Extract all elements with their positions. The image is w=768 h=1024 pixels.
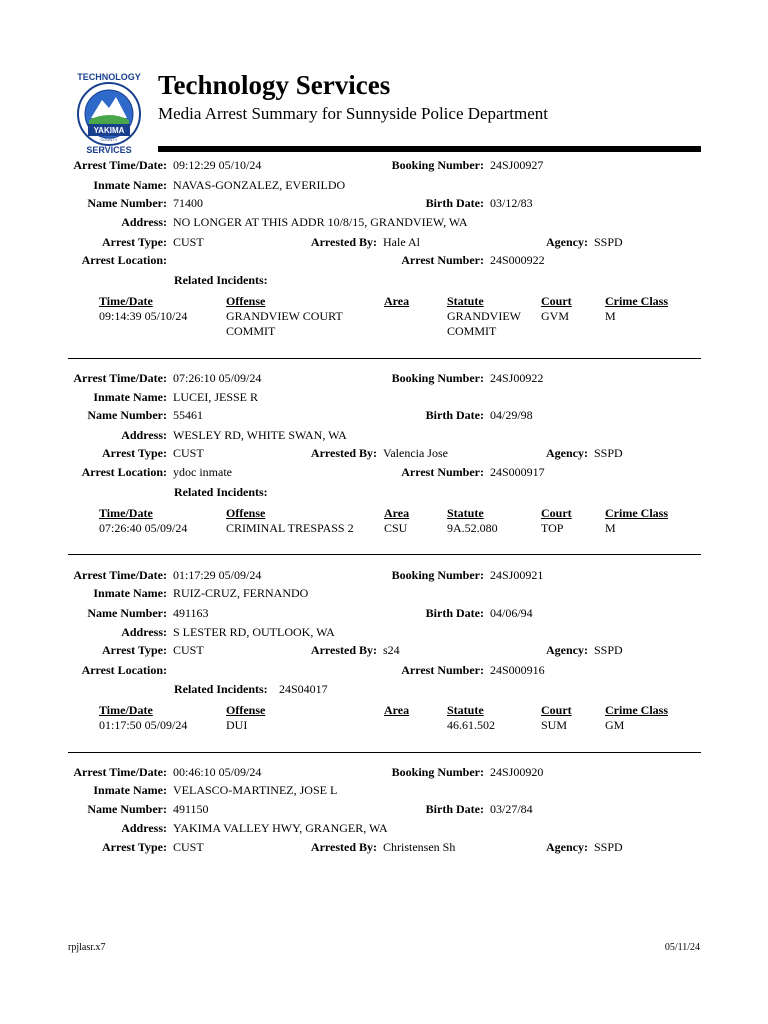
- value-address: NO LONGER AT THIS ADDR 10/8/15, GRANDVIEW, WA: [173, 215, 468, 229]
- report-id: rpjlasr.x7: [68, 942, 106, 953]
- label-arrested-by: Arrested By:: [310, 840, 377, 854]
- col-header-statute: Statute: [447, 506, 484, 520]
- label-name-number: Name Number:: [87, 802, 167, 816]
- label-arrest-type: Arrest Type:: [102, 446, 167, 460]
- col-header-area: Area: [384, 703, 410, 717]
- label-arrest-number: Arrest Number:: [401, 253, 484, 267]
- label-arrest-time-date: Arrest Time/Date:: [73, 765, 167, 779]
- value-arrest-number: 24S000917: [490, 465, 545, 479]
- label-birth-date: Birth Date:: [425, 408, 484, 422]
- value-booking-number: 24SJ00922: [490, 371, 544, 385]
- col-header-court: Court: [541, 703, 572, 717]
- col-header-court: Court: [541, 294, 572, 308]
- value-booking-number: 24SJ00920: [490, 765, 544, 779]
- value-address: WESLEY RD, WHITE SWAN, WA: [173, 428, 347, 442]
- col-header-time-date: Time/Date: [99, 506, 153, 520]
- label-name-number: Name Number:: [87, 196, 167, 210]
- value-arrest-type: CUST: [173, 643, 204, 657]
- label-inmate-name: Inmate Name:: [93, 586, 167, 600]
- value-name-number: 71400: [173, 196, 203, 210]
- value-birth-date: 04/06/94: [490, 606, 533, 620]
- value-address: YAKIMA VALLEY HWY, GRANGER, WA: [173, 821, 388, 835]
- label-address: Address:: [121, 821, 167, 835]
- label-booking-number: Booking Number:: [391, 158, 484, 172]
- record-divider: [68, 554, 701, 555]
- charge-time-date: 07:26:40 05/09/24: [99, 521, 188, 535]
- label-agency: Agency:: [546, 840, 588, 854]
- value-agency: SSPD: [594, 446, 623, 460]
- label-birth-date: Birth Date:: [425, 196, 484, 210]
- logo-bottom-text: SERVICES: [86, 145, 132, 154]
- value-name-number: 491150: [173, 802, 209, 816]
- value-birth-date: 04/29/98: [490, 408, 533, 422]
- charge-crime-class: GM: [605, 718, 625, 732]
- record-divider: [68, 358, 701, 359]
- col-header-crime-class: Crime Class: [605, 703, 668, 717]
- label-agency: Agency:: [546, 643, 588, 657]
- page-subtitle: Media Arrest Summary for Sunnyside Police Department: [158, 104, 548, 123]
- label-birth-date: Birth Date:: [425, 802, 484, 816]
- value-inmate-name: NAVAS-GONZALEZ, EVERILDO: [173, 178, 346, 192]
- value-birth-date: 03/12/83: [490, 196, 533, 210]
- label-address: Address:: [121, 215, 167, 229]
- label-related-incidents: Related Incidents:: [174, 485, 268, 499]
- value-agency: SSPD: [594, 643, 623, 657]
- label-agency: Agency:: [546, 235, 588, 249]
- charge-statute: GRANDVIEW: [447, 309, 521, 323]
- charge-statute: 9A.52.080: [447, 521, 498, 535]
- charge-court: TOP: [541, 521, 564, 535]
- col-header-court: Court: [541, 506, 572, 520]
- label-inmate-name: Inmate Name:: [93, 178, 167, 192]
- value-arrest-type: CUST: [173, 235, 204, 249]
- label-arrested-by: Arrested By:: [310, 235, 377, 249]
- value-booking-number: 24SJ00921: [490, 568, 544, 582]
- value-birth-date: 03/27/84: [490, 802, 533, 816]
- label-arrest-time-date: Arrest Time/Date:: [73, 371, 167, 385]
- value-arrest-type: CUST: [173, 840, 204, 854]
- col-header-offense: Offense: [226, 506, 266, 520]
- record-divider: [68, 752, 701, 753]
- col-header-time-date: Time/Date: [99, 294, 153, 308]
- label-arrest-type: Arrest Type:: [102, 840, 167, 854]
- logo-banner-text: YAKIMA: [93, 126, 125, 135]
- charge-offense: CRIMINAL TRESPASS 2: [226, 521, 354, 535]
- label-arrest-time-date: Arrest Time/Date:: [73, 158, 167, 172]
- col-header-statute: Statute: [447, 703, 484, 717]
- value-related-incidents: 24S04017: [279, 682, 328, 696]
- charge-court: GVM: [541, 309, 570, 323]
- label-inmate-name: Inmate Name:: [93, 390, 167, 404]
- label-arrested-by: Arrested By:: [310, 643, 377, 657]
- charge-area: CSU: [384, 521, 408, 535]
- header-divider: [158, 146, 701, 152]
- label-arrest-type: Arrest Type:: [102, 235, 167, 249]
- col-header-offense: Offense: [226, 294, 266, 308]
- label-name-number: Name Number:: [87, 606, 167, 620]
- charge-time-date: 01:17:50 05/09/24: [99, 718, 188, 732]
- label-name-number: Name Number:: [87, 408, 167, 422]
- value-arrested-by: Valencia Jose: [383, 446, 448, 460]
- value-arrest-time-date: 00:46:10 05/09/24: [173, 765, 262, 779]
- value-arrest-number: 24S000916: [490, 663, 545, 677]
- label-booking-number: Booking Number:: [391, 371, 484, 385]
- value-arrested-by: Christensen Sh: [383, 840, 456, 854]
- col-header-crime-class: Crime Class: [605, 506, 668, 520]
- value-agency: SSPD: [594, 840, 623, 854]
- charge-crime-class: M: [605, 521, 616, 535]
- label-arrest-number: Arrest Number:: [401, 465, 484, 479]
- charge-offense-cont: COMMIT: [226, 324, 276, 338]
- label-booking-number: Booking Number:: [391, 568, 484, 582]
- label-arrest-number: Arrest Number:: [401, 663, 484, 677]
- label-arrest-location: Arrest Location:: [81, 663, 167, 677]
- charge-statute-cont: COMMIT: [447, 324, 497, 338]
- col-header-area: Area: [384, 506, 410, 520]
- col-header-statute: Statute: [447, 294, 484, 308]
- charge-court: SUM: [541, 718, 568, 732]
- charge-offense: GRANDVIEW COURT: [226, 309, 343, 323]
- label-inmate-name: Inmate Name:: [93, 783, 167, 797]
- value-arrest-time-date: 07:26:10 05/09/24: [173, 371, 262, 385]
- logo-top-text: TECHNOLOGY: [77, 72, 141, 82]
- value-arrested-by: Hale Al: [383, 235, 420, 249]
- value-arrest-number: 24S000922: [490, 253, 545, 267]
- value-arrest-location: ydoc inmate: [173, 465, 232, 479]
- label-arrest-location: Arrest Location:: [81, 253, 167, 267]
- agency-logo: [64, 70, 154, 154]
- label-arrested-by: Arrested By:: [310, 446, 377, 460]
- label-address: Address:: [121, 625, 167, 639]
- charge-crime-class: M: [605, 309, 616, 323]
- value-booking-number: 24SJ00927: [490, 158, 544, 172]
- charge-offense: DUI: [226, 718, 248, 732]
- page-title: Technology Services: [158, 70, 391, 100]
- col-header-offense: Offense: [226, 703, 266, 717]
- value-inmate-name: VELASCO-MARTINEZ, JOSE L: [173, 783, 338, 797]
- value-arrest-time-date: 09:12:29 05/10/24: [173, 158, 262, 172]
- label-birth-date: Birth Date:: [425, 606, 484, 620]
- report-date: 05/11/24: [664, 942, 700, 953]
- value-agency: SSPD: [594, 235, 623, 249]
- label-agency: Agency:: [546, 446, 588, 460]
- label-booking-number: Booking Number:: [391, 765, 484, 779]
- charge-statute: 46.61.502: [447, 718, 495, 732]
- label-arrest-location: Arrest Location:: [81, 465, 167, 479]
- logo-county-text: COUNTY: [100, 137, 118, 142]
- col-header-crime-class: Crime Class: [605, 294, 668, 308]
- label-address: Address:: [121, 428, 167, 442]
- value-inmate-name: RUIZ-CRUZ, FERNANDO: [173, 586, 309, 600]
- charge-time-date: 09:14:39 05/10/24: [99, 309, 188, 323]
- value-inmate-name: LUCEI, JESSE R: [173, 390, 259, 404]
- value-name-number: 55461: [173, 408, 203, 422]
- col-header-area: Area: [384, 294, 410, 308]
- value-arrested-by: s24: [383, 643, 400, 657]
- label-related-incidents: Related Incidents:: [174, 273, 268, 287]
- label-arrest-time-date: Arrest Time/Date:: [73, 568, 167, 582]
- value-name-number: 491163: [173, 606, 209, 620]
- col-header-time-date: Time/Date: [99, 703, 153, 717]
- label-related-incidents: Related Incidents:: [174, 682, 268, 696]
- value-arrest-type: CUST: [173, 446, 204, 460]
- value-arrest-time-date: 01:17:29 05/09/24: [173, 568, 262, 582]
- label-arrest-type: Arrest Type:: [102, 643, 167, 657]
- value-address: S LESTER RD, OUTLOOK, WA: [173, 625, 335, 639]
